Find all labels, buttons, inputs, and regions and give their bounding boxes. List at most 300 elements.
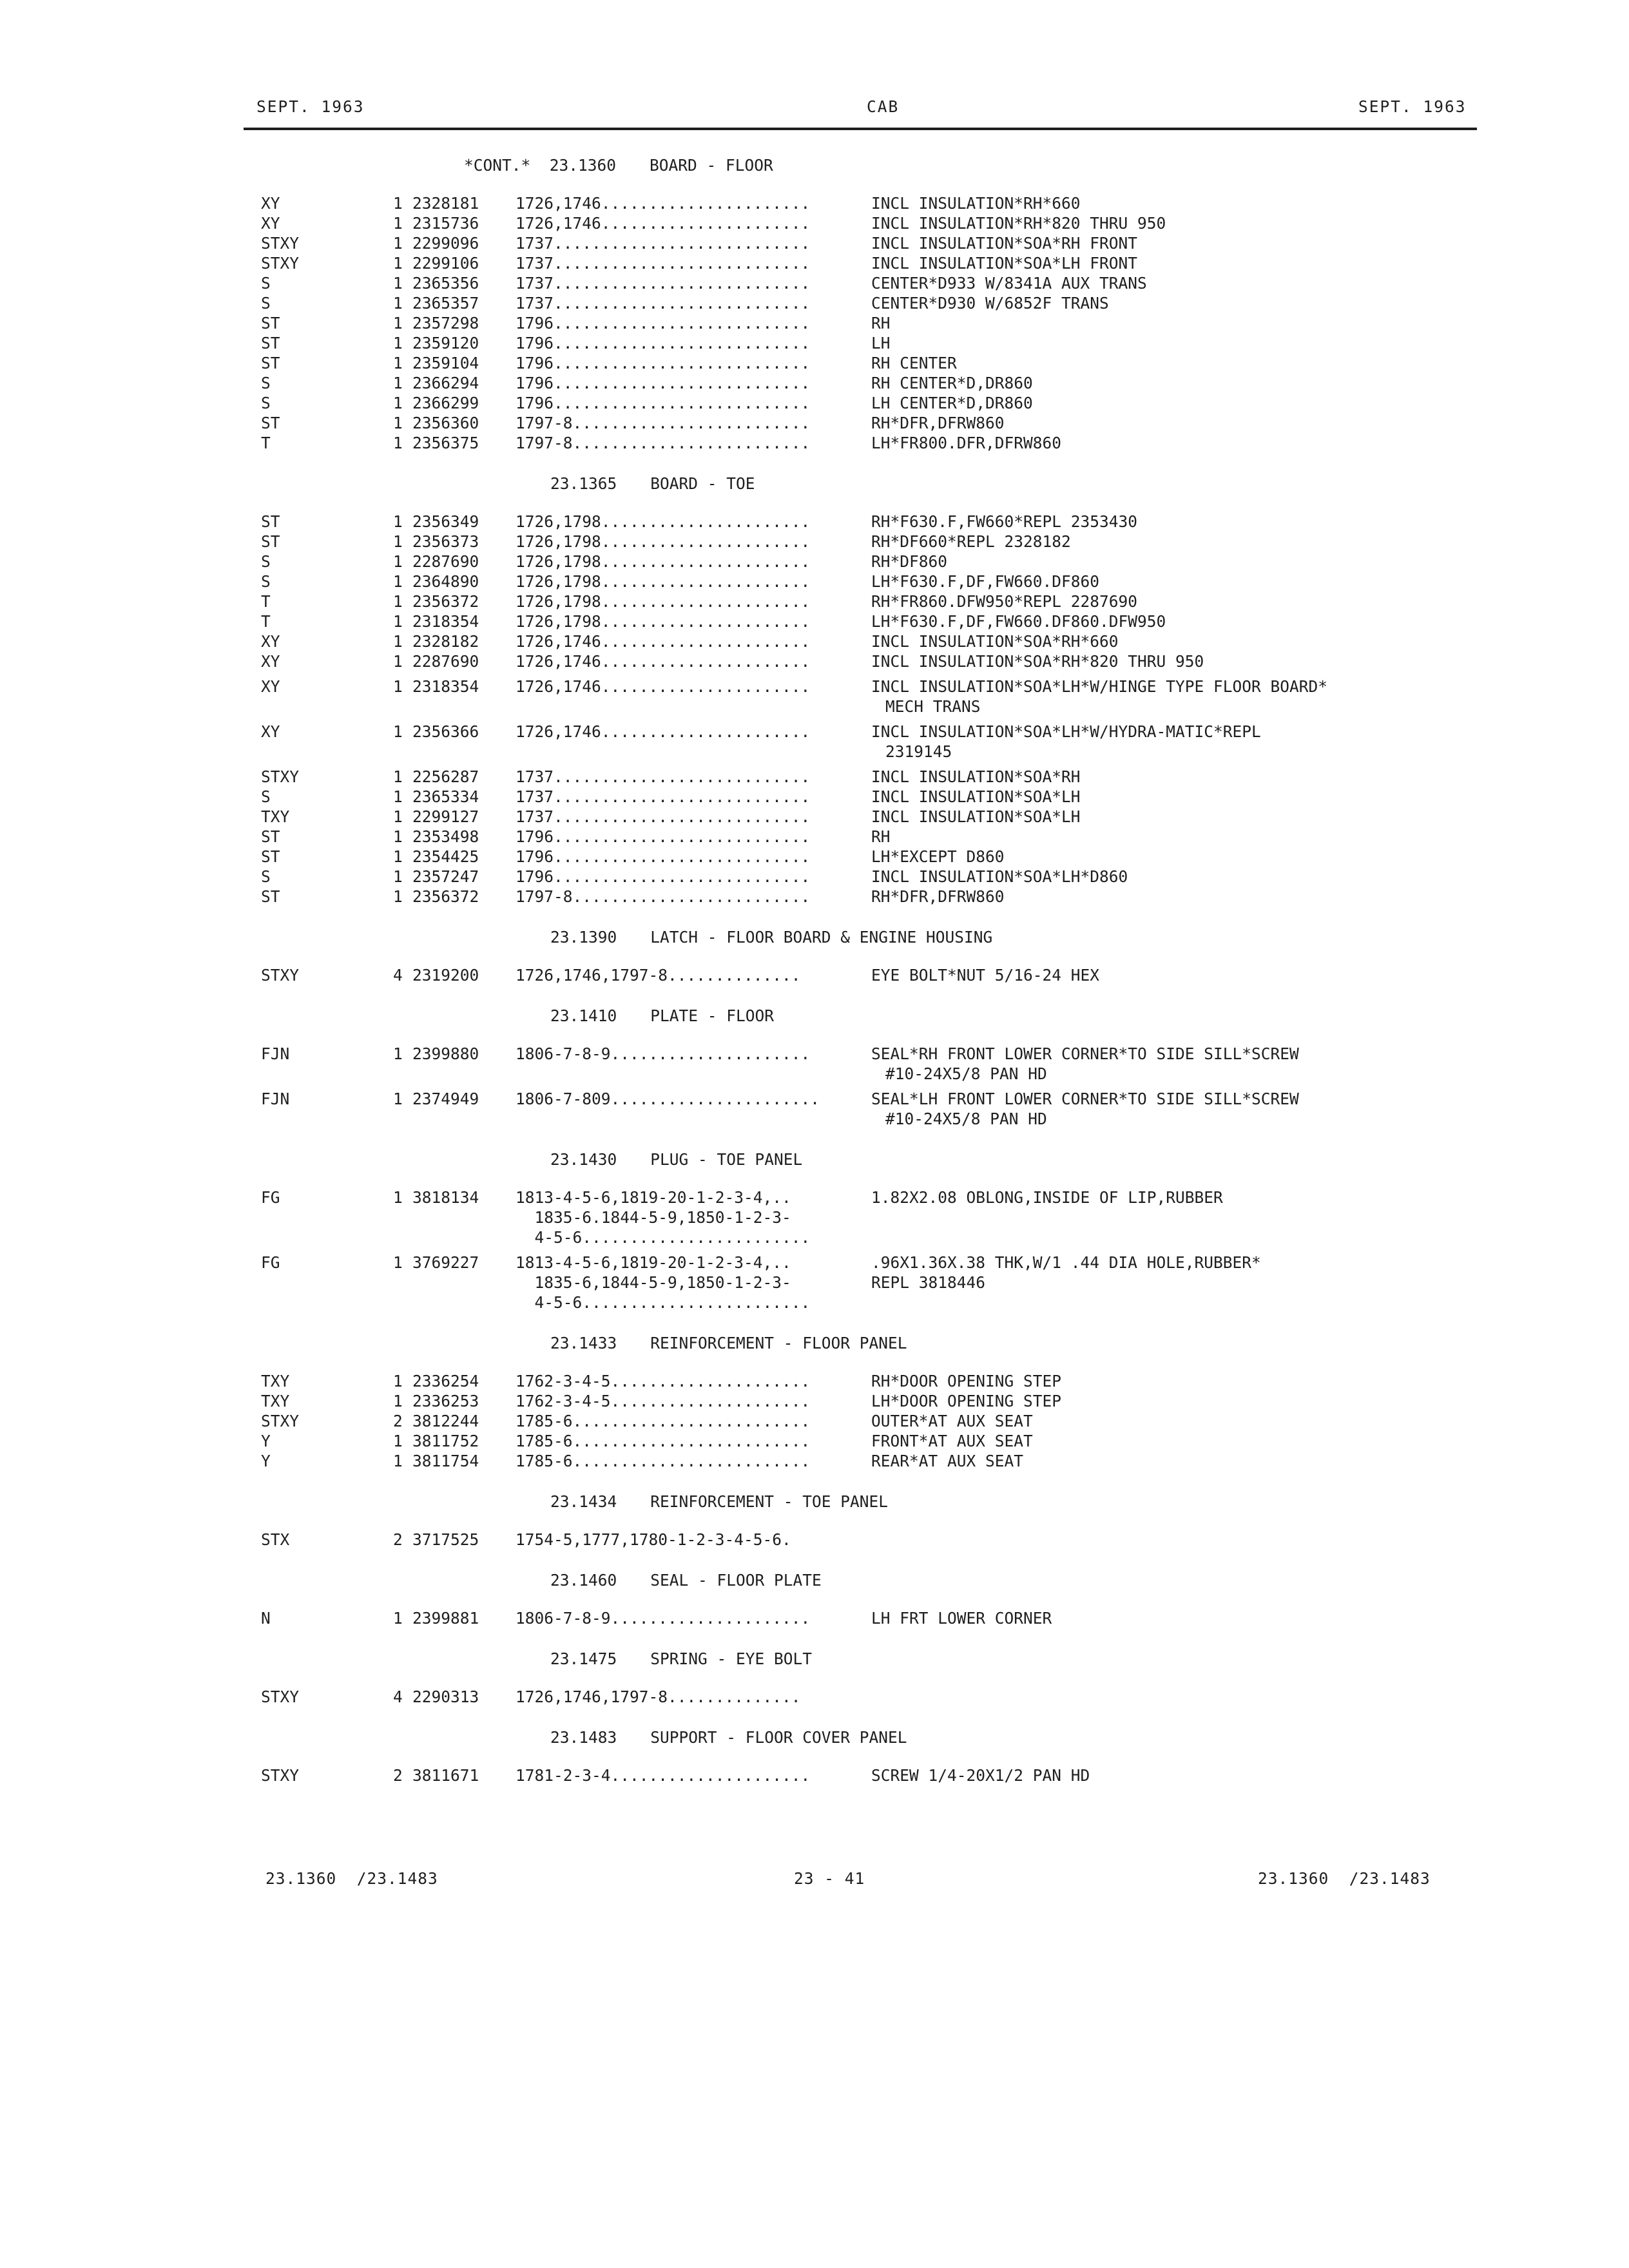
- usage-code: TXY: [261, 1372, 290, 1390]
- part-description: [871, 1187, 1477, 1247]
- header-section-title: CAB: [867, 97, 900, 116]
- description-line: 2319145: [885, 742, 952, 761]
- description-line: LH: [871, 334, 891, 352]
- model-list: [516, 313, 871, 333]
- description-line: RH*DFR,DFRW860: [871, 887, 1005, 906]
- usage-code: ST: [261, 887, 280, 906]
- model-list: [516, 532, 871, 552]
- quantity: 1: [393, 1090, 403, 1108]
- part-row: [0, 1530, 1629, 1550]
- model-list: [516, 1391, 871, 1411]
- section-title: PLUG - TOE PANEL: [650, 1150, 803, 1169]
- part-number: 3811752: [412, 1432, 479, 1450]
- model-line: 1806-7-8-9.....................: [516, 1044, 811, 1063]
- catalog-section: [0, 1570, 1629, 1628]
- part-row: [0, 253, 1629, 273]
- part-number: 2290313: [412, 1687, 479, 1706]
- description-line: INCL INSULATION*SOA*RH*820 THRU 950: [871, 652, 1204, 671]
- model-line: 1726,1746......................: [516, 214, 811, 233]
- part-row: [0, 552, 1629, 572]
- part-row: [0, 353, 1629, 373]
- part-number: 2365356: [412, 274, 479, 293]
- part-row: [0, 787, 1629, 807]
- section-heading: [0, 1492, 1629, 1512]
- usage-code: N: [261, 1609, 271, 1628]
- description-line: LH FRT LOWER CORNER: [871, 1609, 1052, 1628]
- part-row: [0, 1187, 1629, 1247]
- catalog-section: [0, 1333, 1629, 1471]
- part-row: [0, 273, 1629, 293]
- part-description: [871, 1687, 1477, 1707]
- model-line: 1813-4-5-6,1819-20-1-2-3-4,..: [516, 1253, 791, 1272]
- quantity: 2: [393, 1766, 403, 1785]
- usage-code: XY: [261, 632, 280, 651]
- description-line: INCL INSULATION*SOA*LH*W/HYDRA-MATIC*REPL: [871, 722, 1261, 741]
- part-description: [871, 965, 1477, 985]
- quantity: 1: [393, 1188, 403, 1207]
- part-number: 2336253: [412, 1392, 479, 1410]
- quantity: 1: [393, 294, 403, 312]
- part-number: 3769227: [412, 1253, 479, 1272]
- catalog-section: [0, 474, 1629, 907]
- part-description: [871, 353, 1477, 373]
- quantity: 1: [393, 1609, 403, 1628]
- part-description: [871, 572, 1477, 591]
- part-number: 2299096: [412, 234, 479, 253]
- catalog-section: [0, 1006, 1629, 1129]
- model-list: [516, 273, 871, 293]
- model-list: [516, 433, 871, 453]
- model-line: 1785-6.........................: [516, 1412, 811, 1430]
- description-line: LH*F630.F,DF,FW660.DF860.DFW950: [871, 612, 1166, 631]
- description-line: INCL INSULATION*RH*820 THRU 950: [871, 214, 1166, 233]
- description-line: MECH TRANS: [885, 697, 981, 716]
- quantity: 1: [393, 414, 403, 432]
- model-list: [516, 767, 871, 787]
- model-list: [516, 651, 871, 671]
- model-list: [516, 1451, 871, 1471]
- part-number: 2328181: [412, 194, 479, 213]
- description-line: INCL INSULATION*SOA*RH: [871, 767, 1081, 786]
- part-row: [0, 1687, 1629, 1707]
- model-list: [516, 1044, 871, 1084]
- section-number: 23.1433: [550, 1334, 617, 1352]
- quantity: 2: [393, 1530, 403, 1549]
- usage-code: S: [261, 374, 271, 392]
- description-line: INCL INSULATION*SOA*LH: [871, 787, 1081, 806]
- description-line: FRONT*AT AUX SEAT: [871, 1432, 1033, 1450]
- quantity: 1: [393, 632, 403, 651]
- catalog-section: [0, 1649, 1629, 1707]
- part-row: [0, 591, 1629, 611]
- model-line: 1796...........................: [516, 827, 811, 846]
- model-list: [516, 1187, 871, 1247]
- description-line: RH CENTER*D,DR860: [871, 374, 1033, 392]
- section-heading: [0, 1727, 1629, 1747]
- section-heading-text: [550, 1570, 822, 1590]
- usage-code: TXY: [261, 1392, 290, 1410]
- description-line: REPL 3818446: [871, 1273, 986, 1292]
- part-description: [871, 1253, 1477, 1312]
- quantity: 1: [393, 1372, 403, 1390]
- part-description: [871, 1451, 1477, 1471]
- parts-list: [0, 1687, 1629, 1707]
- usage-code: S: [261, 867, 271, 886]
- part-row: [0, 1253, 1629, 1312]
- part-row: [0, 1411, 1629, 1431]
- part-number: 2318354: [412, 612, 479, 631]
- model-line: 4-5-6........................: [516, 1228, 811, 1247]
- model-line: 1737...........................: [516, 274, 811, 293]
- part-description: [871, 1089, 1477, 1129]
- section-number: 23.1483: [550, 1728, 617, 1747]
- quantity: 1: [393, 1392, 403, 1410]
- quantity: 1: [393, 592, 403, 611]
- quantity: 1: [393, 722, 403, 741]
- part-number: 2357247: [412, 867, 479, 886]
- description-line: RH*DF860: [871, 552, 948, 571]
- model-list: [516, 552, 871, 572]
- model-line: 1762-3-4-5.....................: [516, 1392, 811, 1410]
- part-row: [0, 767, 1629, 787]
- model-line: 1806-7-8-9.....................: [516, 1609, 811, 1628]
- description-line: INCL INSULATION*SOA*RH*660: [871, 632, 1119, 651]
- part-description: [871, 393, 1477, 413]
- model-line: 1797-8.........................: [516, 434, 811, 452]
- description-line: INCL INSULATION*RH*660: [871, 194, 1081, 213]
- parts-list: [0, 1530, 1629, 1550]
- section-heading: [0, 1333, 1629, 1353]
- model-list: [516, 677, 871, 716]
- usage-code: STXY: [261, 966, 300, 985]
- description-line: SEAL*LH FRONT LOWER CORNER*TO SIDE SILL*SCREW: [871, 1090, 1299, 1108]
- part-number: 2287690: [412, 652, 479, 671]
- model-line: 1796...........................: [516, 847, 811, 866]
- model-list: [516, 867, 871, 887]
- part-description: [871, 253, 1477, 273]
- model-list: [516, 1089, 871, 1129]
- part-description: [871, 433, 1477, 453]
- part-description: [871, 293, 1477, 313]
- part-number: 2354425: [412, 847, 479, 866]
- model-line: 1726,1746......................: [516, 677, 811, 696]
- model-line: 1797-8.........................: [516, 414, 811, 432]
- part-description: [871, 1608, 1477, 1628]
- footer-range-right: 23.1360 /23.1483: [1258, 1869, 1431, 1888]
- description-line: RH: [871, 314, 891, 332]
- part-number: 2359104: [412, 354, 479, 372]
- usage-code: FG: [261, 1253, 280, 1272]
- part-description: [871, 193, 1477, 213]
- usage-code: S: [261, 552, 271, 571]
- section-heading-text: [550, 1727, 907, 1747]
- part-description: [871, 1044, 1477, 1084]
- part-description: [871, 651, 1477, 671]
- quantity: 1: [393, 214, 403, 233]
- description-line: LH*FR800.DFR,DFRW860: [871, 434, 1062, 452]
- model-line: 1785-6.........................: [516, 1432, 811, 1450]
- description-line: LH*F630.F,DF,FW660.DF860: [871, 572, 1100, 591]
- part-description: [871, 552, 1477, 572]
- description-line: LH CENTER*D,DR860: [871, 394, 1033, 412]
- description-line: #10-24X5/8 PAN HD: [885, 1110, 1047, 1128]
- section-heading: [0, 474, 1629, 494]
- part-row: [0, 233, 1629, 253]
- model-line: 1835-6.1844-5-9,1850-1-2-3-: [516, 1208, 791, 1227]
- section-heading-text: [550, 474, 755, 494]
- usage-code: XY: [261, 194, 280, 213]
- section-number: 23.1365: [550, 474, 617, 493]
- model-line: 1726,1798......................: [516, 592, 811, 611]
- model-list: [516, 591, 871, 611]
- model-line: 1797-8.........................: [516, 887, 811, 906]
- quantity: 1: [393, 847, 403, 866]
- section-number: 23.1430: [550, 1150, 617, 1169]
- parts-list: [0, 1044, 1629, 1129]
- description-line: SCREW 1/4-20X1/2 PAN HD: [871, 1766, 1090, 1785]
- model-list: [516, 1765, 871, 1785]
- part-number: 2356372: [412, 592, 479, 611]
- model-line: 1813-4-5-6,1819-20-1-2-3-4,..: [516, 1188, 791, 1207]
- part-description: [871, 512, 1477, 532]
- usage-code: S: [261, 294, 271, 312]
- description-line: CENTER*D930 W/6852F TRANS: [871, 294, 1109, 312]
- part-number: 2299106: [412, 254, 479, 273]
- model-line: 1726,1798......................: [516, 512, 811, 531]
- part-description: [871, 887, 1477, 907]
- part-row: [0, 1431, 1629, 1451]
- catalog-section: [0, 1492, 1629, 1550]
- part-description: [871, 827, 1477, 847]
- quantity: 1: [393, 1452, 403, 1470]
- quantity: 1: [393, 612, 403, 631]
- part-row: [0, 413, 1629, 433]
- quantity: 1: [393, 254, 403, 273]
- parts-list: [0, 1187, 1629, 1312]
- part-row: [0, 512, 1629, 532]
- usage-code: XY: [261, 652, 280, 671]
- part-number: 2365334: [412, 787, 479, 806]
- model-line: 1835-6,1844-5-9,1850-1-2-3-: [516, 1273, 791, 1292]
- catalog-section: [0, 1727, 1629, 1785]
- part-number: 2353498: [412, 827, 479, 846]
- parts-list: [0, 512, 1629, 907]
- usage-code: STX: [261, 1530, 290, 1549]
- quantity: 4: [393, 966, 403, 985]
- section-title: PLATE - FLOOR: [650, 1006, 775, 1025]
- part-number: 2399881: [412, 1609, 479, 1628]
- part-number: 2256287: [412, 767, 479, 786]
- usage-code: XY: [261, 722, 280, 741]
- section-heading-text: [550, 1006, 774, 1026]
- model-list: [516, 1431, 871, 1451]
- part-row: [0, 193, 1629, 213]
- parts-catalog: [0, 155, 1629, 1785]
- usage-code: ST: [261, 334, 280, 352]
- section-heading: [0, 1649, 1629, 1669]
- description-line: RH*DFR,DFRW860: [871, 414, 1005, 432]
- model-list: [516, 393, 871, 413]
- quantity: 1: [393, 314, 403, 332]
- part-description: [871, 532, 1477, 552]
- part-description: [871, 767, 1477, 787]
- model-list: [516, 333, 871, 353]
- part-number: 2366294: [412, 374, 479, 392]
- footer-range-left: 23.1360 /23.1483: [265, 1869, 438, 1888]
- part-description: [871, 273, 1477, 293]
- description-line: EYE BOLT*NUT 5/16-24 HEX: [871, 966, 1100, 985]
- section-number: 23.1460: [550, 1571, 617, 1590]
- part-number: 2357298: [412, 314, 479, 332]
- part-row: [0, 631, 1629, 651]
- usage-code: TXY: [261, 807, 290, 826]
- description-line: .96X1.36X.38 THK,W/1 .44 DIA HOLE,RUBBER*: [871, 1253, 1261, 1272]
- model-line: 1754-5,1777,1780-1-2-3-4-5-6.: [516, 1530, 791, 1549]
- parts-list: [0, 1608, 1629, 1628]
- part-number: 2319200: [412, 966, 479, 985]
- usage-code: T: [261, 592, 271, 611]
- part-number: 2315736: [412, 214, 479, 233]
- part-description: [871, 1411, 1477, 1431]
- usage-code: ST: [261, 314, 280, 332]
- model-list: [516, 213, 871, 233]
- usage-code: STXY: [261, 767, 300, 786]
- part-description: [871, 591, 1477, 611]
- part-description: [871, 1391, 1477, 1411]
- model-line: 1737...........................: [516, 787, 811, 806]
- part-row: [0, 393, 1629, 413]
- parts-list: [0, 1371, 1629, 1471]
- usage-code: XY: [261, 214, 280, 233]
- usage-code: Y: [261, 1432, 271, 1450]
- part-description: [871, 787, 1477, 807]
- model-list: [516, 887, 871, 907]
- part-row: [0, 333, 1629, 353]
- model-line: 1796...........................: [516, 354, 811, 372]
- model-line: 4-5-6........................: [516, 1293, 811, 1312]
- header-date-right: SEPT. 1963: [1358, 97, 1467, 116]
- part-row: [0, 1044, 1629, 1084]
- section-heading-text: [550, 1649, 812, 1669]
- quantity: 2: [393, 1412, 403, 1430]
- part-number: 2374949: [412, 1090, 479, 1108]
- part-row: [0, 1765, 1629, 1785]
- quantity: 1: [393, 572, 403, 591]
- section-heading-text: [550, 1492, 888, 1512]
- section-title: SUPPORT - FLOOR COVER PANEL: [650, 1728, 907, 1747]
- part-number: 2356366: [412, 722, 479, 741]
- model-list: [516, 353, 871, 373]
- quantity: 1: [393, 194, 403, 213]
- model-list: [516, 631, 871, 651]
- usage-code: Y: [261, 1452, 271, 1470]
- usage-code: STXY: [261, 1766, 300, 1785]
- model-line: 1762-3-4-5.....................: [516, 1372, 811, 1390]
- usage-code: STXY: [261, 254, 300, 273]
- model-line: 1796...........................: [516, 394, 811, 412]
- part-description: [871, 373, 1477, 393]
- model-line: 1781-2-3-4.....................: [516, 1766, 811, 1785]
- description-line: CENTER*D933 W/8341A AUX TRANS: [871, 274, 1147, 293]
- part-row: [0, 532, 1629, 552]
- section-heading: [0, 1570, 1629, 1590]
- model-line: 1737...........................: [516, 294, 811, 312]
- section-heading-text: [550, 1149, 802, 1169]
- quantity: 1: [393, 1432, 403, 1450]
- usage-code: ST: [261, 354, 280, 372]
- part-description: [871, 677, 1477, 716]
- model-line: 1726,1746......................: [516, 632, 811, 651]
- model-list: [516, 253, 871, 273]
- part-description: [871, 631, 1477, 651]
- description-line: 1.82X2.08 OBLONG,INSIDE OF LIP,RUBBER: [871, 1188, 1223, 1207]
- description-line: RH*DF660*REPL 2328182: [871, 532, 1071, 551]
- description-line: OUTER*AT AUX SEAT: [871, 1412, 1033, 1430]
- quantity: 1: [393, 652, 403, 671]
- section-heading-text: [464, 155, 773, 175]
- part-number: 2328182: [412, 632, 479, 651]
- footer-page-number: 23 - 41: [794, 1869, 865, 1888]
- model-line: 1737...........................: [516, 767, 811, 786]
- page-header: [0, 97, 1629, 122]
- part-row: [0, 1089, 1629, 1129]
- quantity: 1: [393, 827, 403, 846]
- model-list: [516, 233, 871, 253]
- description-line: RH: [871, 827, 891, 846]
- part-row: [0, 867, 1629, 887]
- usage-code: FJN: [261, 1044, 290, 1063]
- usage-code: S: [261, 787, 271, 806]
- usage-code: FG: [261, 1188, 280, 1207]
- quantity: 1: [393, 354, 403, 372]
- part-number: 2356375: [412, 434, 479, 452]
- section-heading: [0, 1149, 1629, 1169]
- part-row: [0, 807, 1629, 827]
- part-description: [871, 1530, 1477, 1550]
- part-number: 2336254: [412, 1372, 479, 1390]
- usage-code: S: [261, 274, 271, 293]
- model-list: [516, 1253, 871, 1312]
- usage-code: FJN: [261, 1090, 290, 1108]
- model-line: 1726,1746......................: [516, 652, 811, 671]
- part-number: 2287690: [412, 552, 479, 571]
- part-description: [871, 1431, 1477, 1451]
- part-description: [871, 1765, 1477, 1785]
- part-number: 2356360: [412, 414, 479, 432]
- quantity: 1: [393, 807, 403, 826]
- model-list: [516, 965, 871, 985]
- part-description: [871, 611, 1477, 631]
- model-list: [516, 293, 871, 313]
- model-list: [516, 193, 871, 213]
- model-line: 1737...........................: [516, 234, 811, 253]
- usage-code: S: [261, 394, 271, 412]
- part-number: 2356372: [412, 887, 479, 906]
- usage-code: ST: [261, 827, 280, 846]
- section-heading: [0, 155, 1629, 175]
- part-row: [0, 827, 1629, 847]
- description-line: INCL INSULATION*SOA*LH: [871, 807, 1081, 826]
- part-row: [0, 611, 1629, 631]
- part-row: [0, 572, 1629, 591]
- quantity: 1: [393, 274, 403, 293]
- usage-code: STXY: [261, 234, 300, 253]
- model-line: 1726,1798......................: [516, 612, 811, 631]
- model-list: [516, 413, 871, 433]
- quantity: 1: [393, 394, 403, 412]
- header-date-left: SEPT. 1963: [256, 97, 365, 116]
- usage-code: T: [261, 612, 271, 631]
